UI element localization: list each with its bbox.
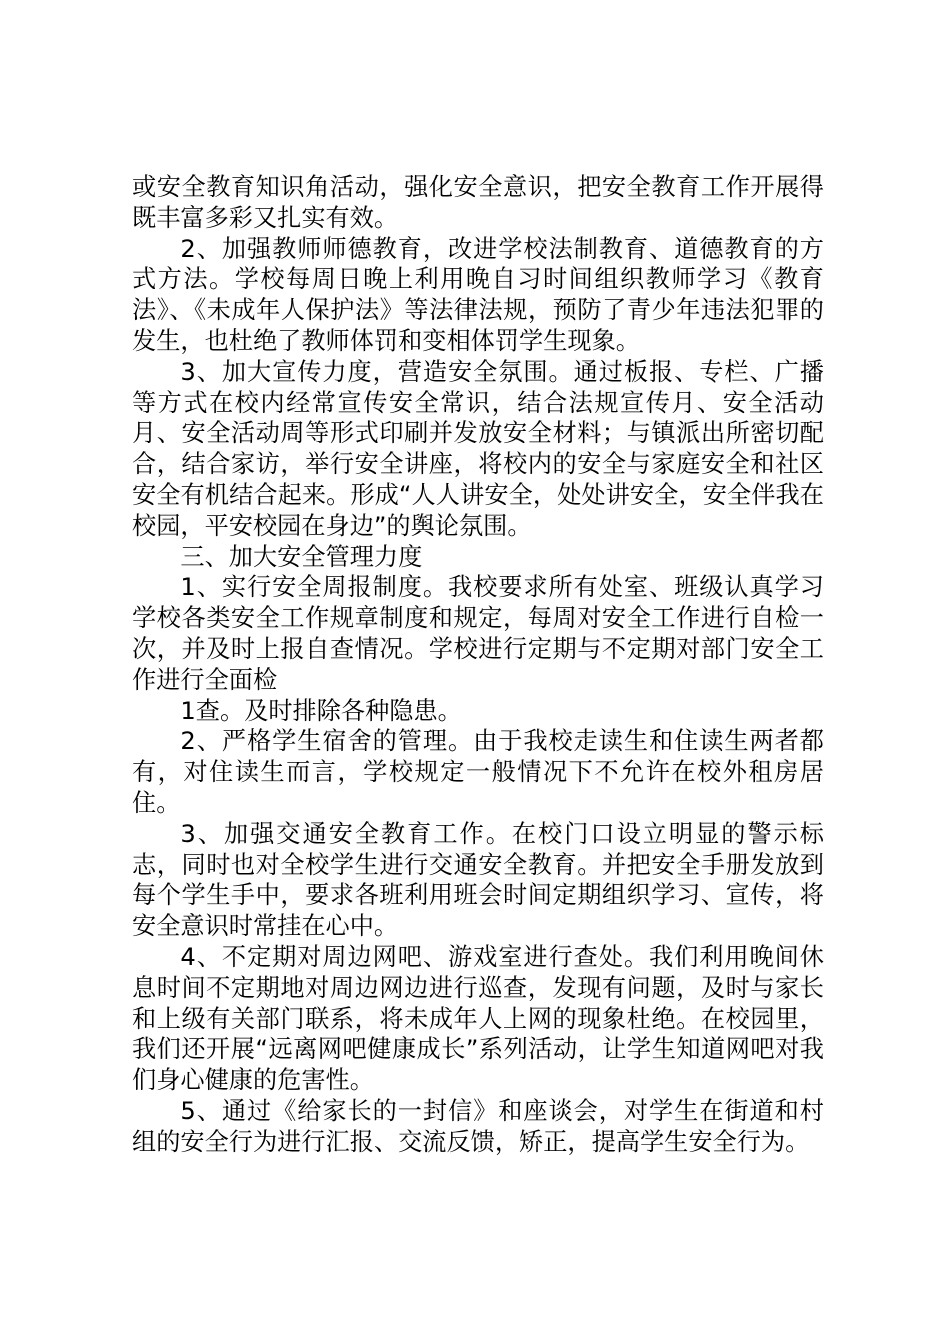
paragraph-continuation: 或安全教育知识角活动，强化安全意识，把安全教育工作开展得既丰富多彩又扎实有效。 — [132, 173, 824, 232]
paragraph-internet-cafe: 4、不定期对周边网吧、游戏室进行查处。我们利用晚间休息时间不定期地对周边网边进行巡查，发现有问题，及时与家长和上级有关部门联系，将未成年人上网的现象杜绝。在校园里，我们还开展“远离网吧健康成长”系列活动，让学生知道网吧对我们身心健康的危害性。 — [132, 942, 824, 1095]
paragraph-parent-letter: 5、通过《给家长的一封信》和座谈会，对学生在街道和村组的安全行为进行汇报、交流反馈，矫正，提高学生安全行为。 — [132, 1096, 824, 1156]
document-body — [132, 172, 824, 1158]
paragraph-inspection: 1查。及时排除各种隐患。 — [180, 696, 462, 725]
paragraph-teacher-ethics: 2、加强教师师德教育，改进学校法制教育、道德教育的方式方法。学校每周日晚上利用晚自习时间组织教师学习《教育法》、《未成年人保护法》等法律法规，预防了青少年违法犯罪的发生，也杜绝了教师体罚和变相体罚学生现象。 — [132, 234, 824, 355]
paragraph-dormitory: 2、严格学生宿舍的管理。由于我校走读生和住读生两者都有，对住读生而言，学校规定一般情况下不允许在校外租房居住。 — [132, 727, 824, 817]
paragraph-publicity: 3、加大宣传力度，营造安全氛围。通过板报、专栏、广播等方式在校内经常宣传安全常识，结合法规宣传月、安全活动月、安全活动周等形式印刷并发放安全材料；与镇派出所密切配合，结合家访，举行安全讲座，将校内的安全与家庭安全和社区安全有机结合起来。形成“人人讲安全，处处讲安全，安全伴我在校园，平安校园在身边”的舆论氛围。 — [132, 357, 824, 540]
paragraph-weekly-report: 1、实行安全周报制度。我校要求所有处室、班级认真学习学校各类安全工作规章制度和规定，每周对安全工作进行自检一次，并及时上报自查情况。学校进行定期与不定期对部门安全工作进行全面检 — [132, 573, 824, 694]
paragraph-traffic-safety: 3、加强交通安全教育工作。在校门口设立明显的警示标志，同时也对全校学生进行交通安全教育。并把安全手册发放到每个学生手中，要求各班利用班会时间定期组织学习、宣传，将安全意识时常挂在心中。 — [132, 819, 824, 941]
section-heading-safety-management: 三、加大安全管理力度 — [180, 542, 423, 571]
